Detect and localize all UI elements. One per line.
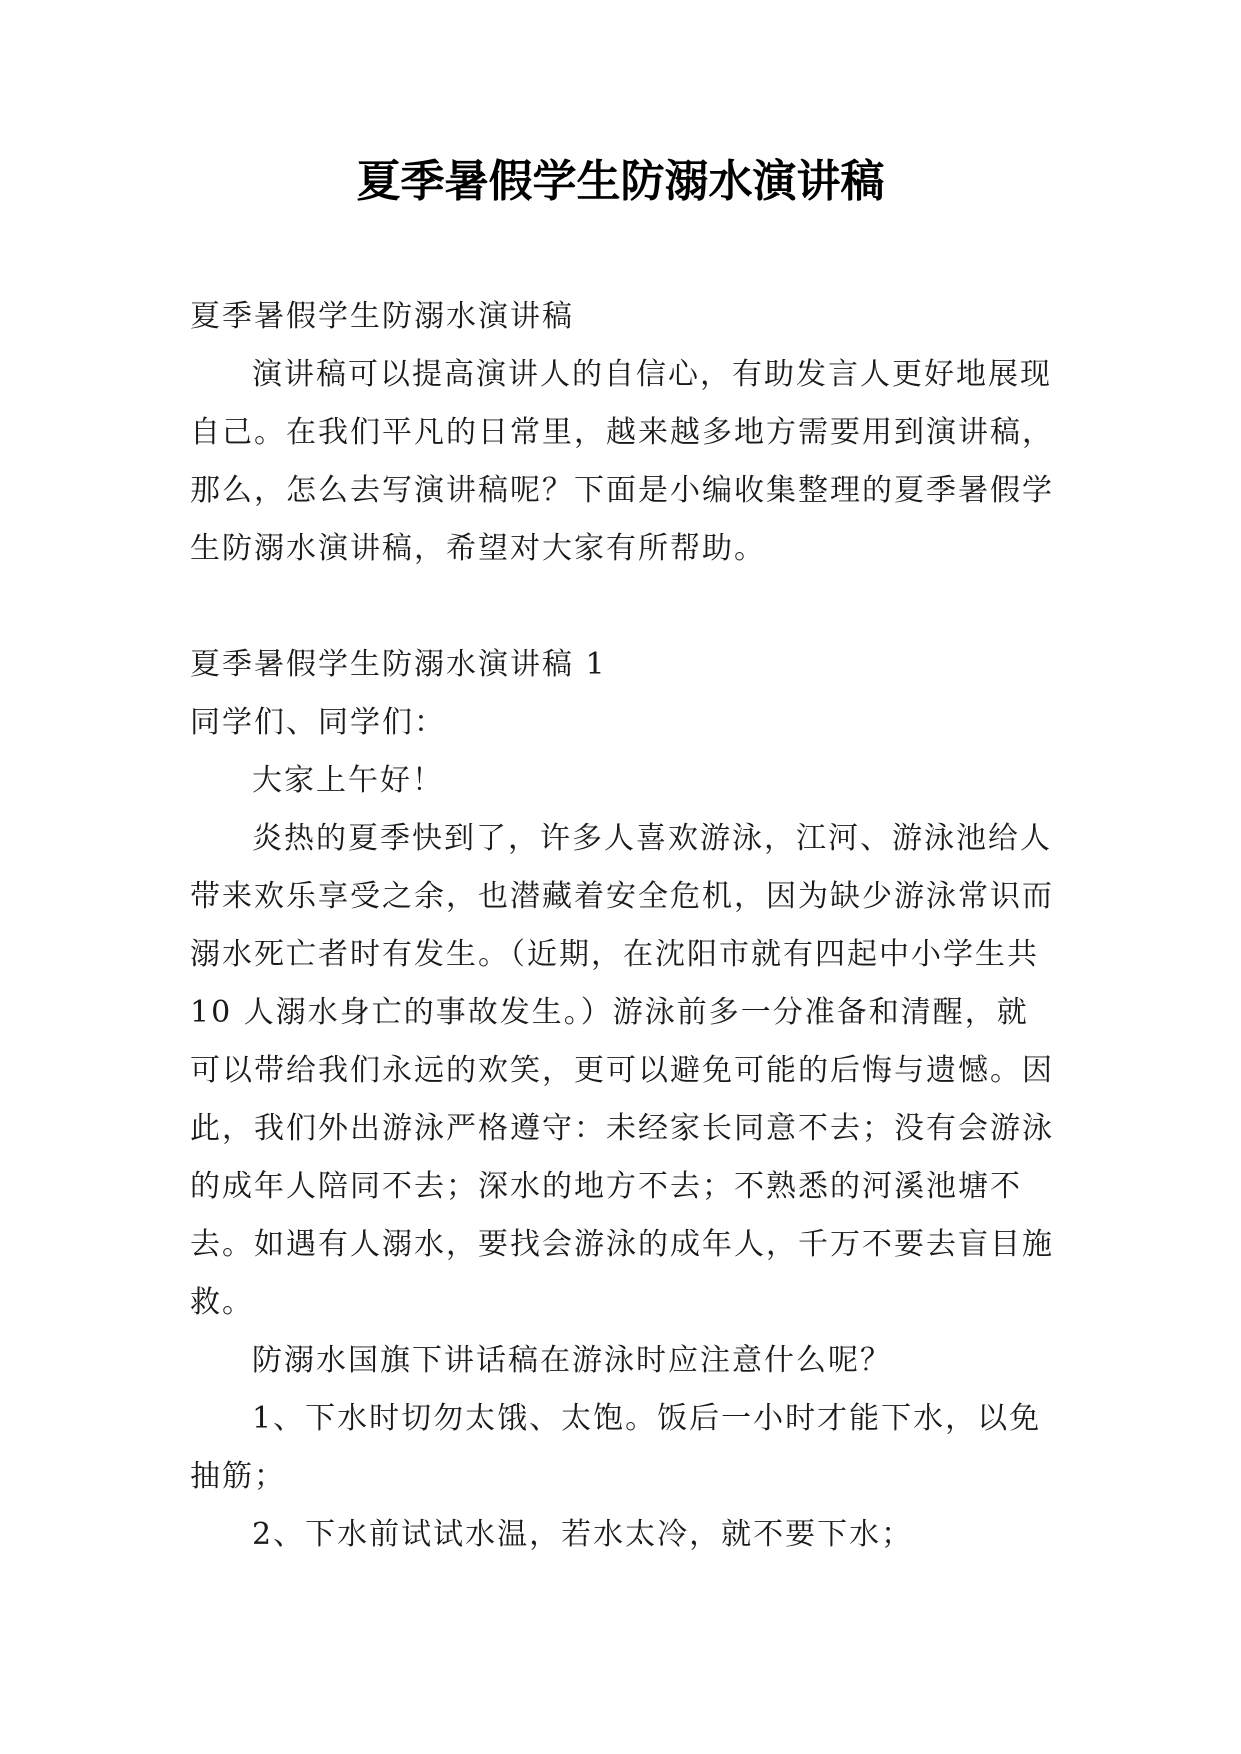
list-item-2: 2、下水前试试水温，若水太冷，就不要下水； (252, 1517, 914, 1552)
paragraph-spacer (190, 578, 1060, 636)
question-line: 防溺水国旗下讲话稿在游泳时应注意什么呢？ (252, 1343, 892, 1378)
subtitle-line: 夏季暑假学生防溺水演讲稿 (190, 299, 574, 334)
list-item-1: 1、下水时切勿太饿、太饱。饭后一小时才能下水，以免抽筋； (190, 1401, 1042, 1494)
main-paragraph: 炎热的夏季快到了，许多人喜欢游泳，江河、游泳池给人带来欢乐享受之余，也潜藏着安全危机，因为缺少游泳常识而溺水死亡者时有发生。（近期，在沈阳市就有四起中小学生共 10 人溺水身亡的事故发生。）游泳前多一分准备和清醒，就可以带给我们永远的欢笑，更可以避免可能的后悔与遗憾。因此，我们外出游泳严格遵守：未经家长同意不去；没有会游泳的成年人陪同不去；深水的地方不去；不熟悉的河溪池塘不去。如遇有人溺水，要找会游泳的成年人，千万不要去盲目施救。 (190, 821, 1054, 1320)
document-title: 夏季暑假学生防溺水演讲稿 (356, 156, 885, 207)
section-heading: 夏季暑假学生防溺水演讲稿 1 (190, 647, 607, 682)
document-body (190, 288, 1060, 1564)
intro-paragraph: 演讲稿可以提高演讲人的自信心，有助发言人更好地展现自己。在我们平凡的日常里，越来越多地方需要用到演讲稿，那么，怎么去写演讲稿呢？下面是小编收集整理的夏季暑假学生防溺水演讲稿，希望对大家有所帮助。 (190, 357, 1054, 566)
salutation-line: 同学们、同学们： (190, 705, 446, 740)
greeting-line: 大家上午好！ (252, 763, 444, 798)
